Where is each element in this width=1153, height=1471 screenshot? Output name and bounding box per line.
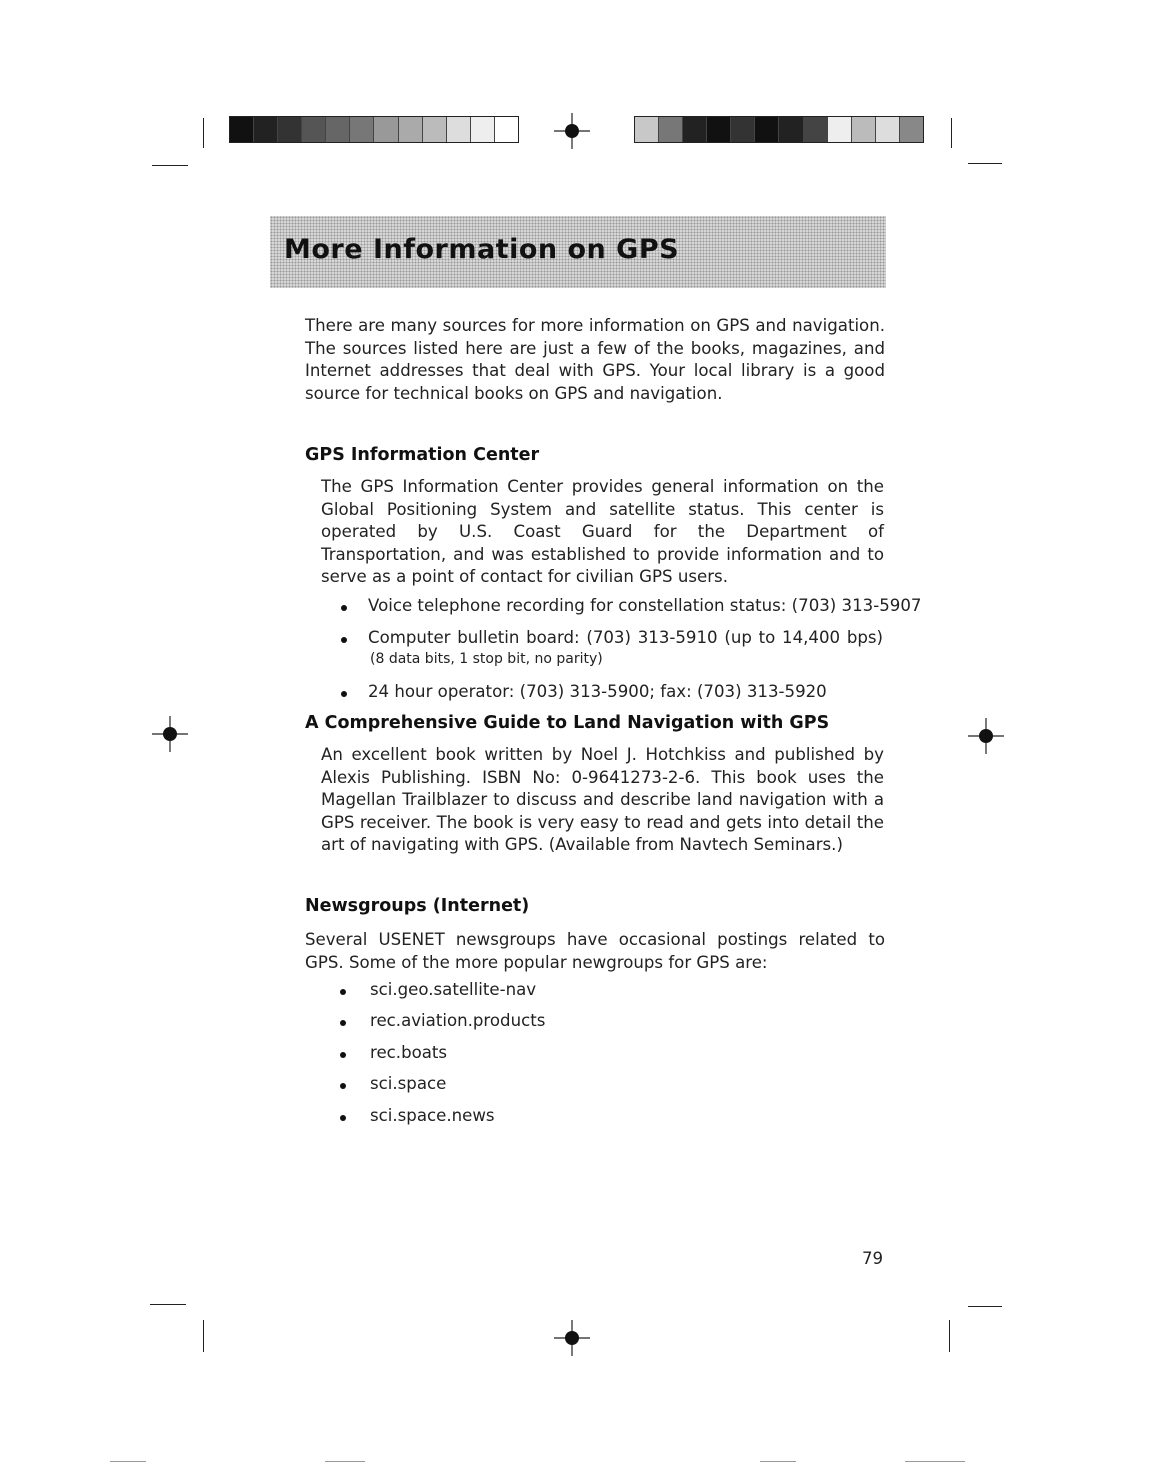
section-heading: A Comprehensive Guide to Land Navigation with GPS [305, 713, 830, 733]
bullet-icon [340, 1115, 346, 1121]
list-item: sci.space.news [370, 1106, 495, 1125]
crop-mark [951, 118, 952, 148]
edge-artifact [325, 1461, 365, 1462]
bullet-icon [340, 1083, 346, 1089]
registration-mark-icon [150, 714, 190, 754]
crop-mark [152, 165, 188, 166]
crop-mark [968, 1306, 1002, 1307]
section-heading: GPS Information Center [305, 445, 540, 465]
registration-mark-icon [552, 1318, 592, 1358]
crop-mark [203, 118, 204, 148]
list-item: sci.space [370, 1074, 447, 1093]
bullet-icon [340, 1020, 346, 1026]
page-number: 79 [862, 1249, 884, 1268]
intro-paragraph: There are many sources for more information on GPS and navigation. The sources listed here are just a few of the books, magazines, and Internet addresses that deal with GPS. Your local library is a good source for technical books on GPS and navigation. [305, 316, 885, 403]
bullet-icon [341, 605, 347, 611]
registration-mark-icon [966, 716, 1006, 756]
section-body: An excellent book written by Noel J. Hotchkiss and published by Alexis Publishing. ISBN No: 0-9641273-2-6. This book uses the Magellan Trailblazer to discuss and describe land navigation with a GPS receiver. The book is very easy to read and gets into detail the art of navigating with GPS. (Available from Navtech Seminars.) [321, 745, 884, 855]
registration-mark-icon [552, 111, 592, 151]
section-body: Several USENET newsgroups have occasional postings related to GPS. Some of the more popular newgroups for GPS are: [305, 930, 885, 972]
list-item: Voice telephone recording for constellation status: (703) 313-5907 [368, 596, 922, 615]
crop-mark [968, 163, 1002, 164]
list-item: rec.aviation.products [370, 1011, 546, 1030]
bullet-icon [341, 691, 347, 697]
crop-mark [150, 1304, 186, 1305]
page-title: More Information on GPS [284, 234, 680, 265]
list-item: Computer bulletin board: (703) 313-5910 (up to 14,400 bps) [368, 628, 883, 647]
crop-mark [949, 1320, 950, 1352]
bullet-icon [340, 1052, 346, 1058]
edge-artifact [760, 1461, 796, 1462]
list-item-continuation: (8 data bits, 1 stop bit, no parity) [370, 651, 603, 667]
edge-artifact [110, 1461, 146, 1462]
color-bar-right [634, 116, 924, 143]
edge-artifact [905, 1461, 965, 1462]
list-item: 24 hour operator: (703) 313-5900; fax: (703) 313-5920 [368, 682, 827, 701]
bullet-icon [341, 637, 347, 643]
crop-mark [203, 1320, 204, 1352]
list-item: rec.boats [370, 1043, 448, 1062]
section-heading: Newsgroups (Internet) [305, 896, 530, 916]
section-body: The GPS Information Center provides general information on the Global Positioning System and satellite status. This center is operated by U.S. Coast Guard for the Department of Transportation, and was established to provide information and to serve as a point of contact for civilian GPS users. [321, 477, 884, 587]
list-item: sci.geo.satellite-nav [370, 980, 537, 999]
color-bar-left [229, 116, 519, 143]
bullet-icon [340, 989, 346, 995]
